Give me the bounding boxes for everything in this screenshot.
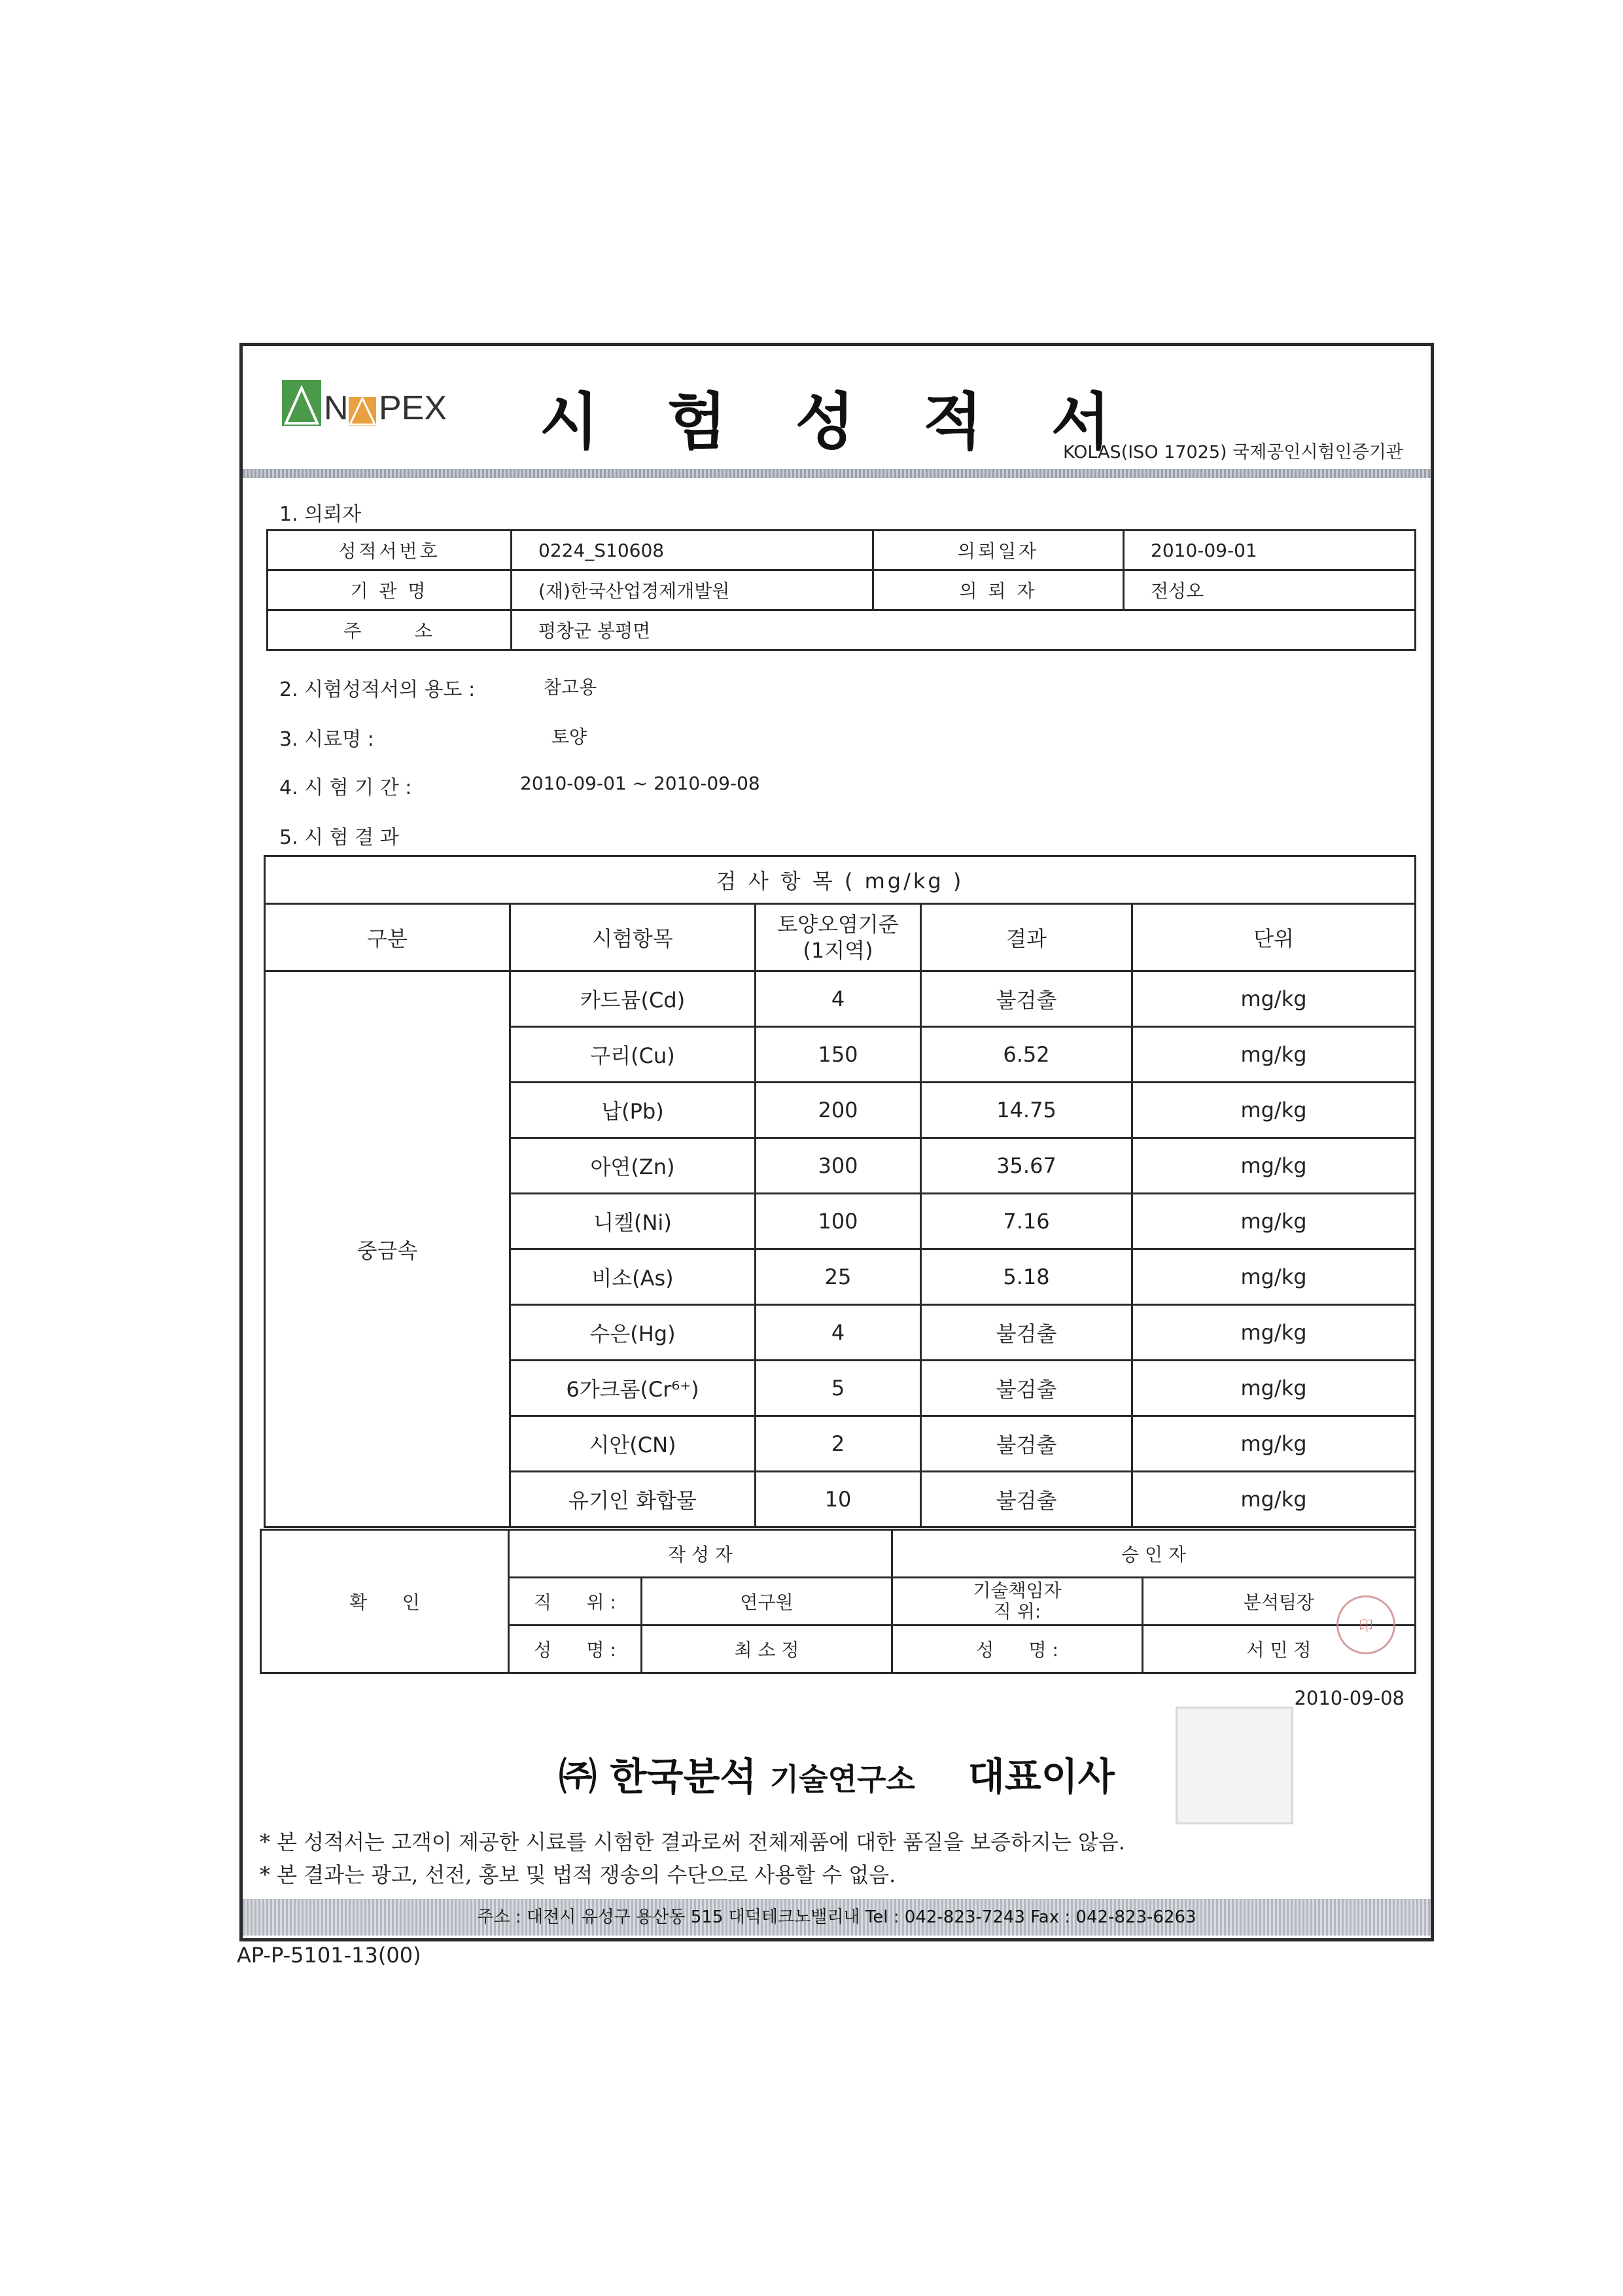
cert-number-label: 성적서번호 bbox=[268, 531, 512, 570]
item-cell: 6가크롬(Cr⁶⁺) bbox=[510, 1361, 756, 1416]
result-cell: 6.52 bbox=[921, 1027, 1132, 1083]
request-date-value: 2010-09-01 bbox=[1124, 531, 1416, 570]
approver-name-label: 성 명 : bbox=[892, 1626, 1143, 1673]
section-1-heading: 1. 의뢰자 bbox=[279, 503, 362, 526]
standard-cell: 4 bbox=[756, 1305, 921, 1361]
item-cell: 아연(Zn) bbox=[510, 1138, 756, 1194]
unit-cell: mg/kg bbox=[1132, 1027, 1416, 1083]
unit-cell: mg/kg bbox=[1132, 1472, 1416, 1527]
results-caption: 검 사 항 목 ( mg/kg ) bbox=[265, 856, 1416, 904]
organization-label: 기 관 명 bbox=[268, 570, 512, 610]
approver-position-value: 분석팀장 bbox=[1143, 1578, 1416, 1626]
document-title: 시 험 성 적 서 bbox=[539, 387, 1134, 458]
item-cell: 구리(Cu) bbox=[510, 1027, 756, 1083]
standard-cell: 200 bbox=[756, 1083, 921, 1138]
item-cell: 니켈(Ni) bbox=[510, 1194, 756, 1249]
standard-cell: 300 bbox=[756, 1138, 921, 1194]
section-3-heading: 3. 시료명 : bbox=[279, 728, 374, 751]
result-cell: 불검출 bbox=[921, 1305, 1132, 1361]
table-row bbox=[268, 570, 1416, 610]
standard-cell: 2 bbox=[756, 1416, 921, 1472]
result-cell: 14.75 bbox=[921, 1083, 1132, 1138]
author-position-value: 연구원 bbox=[642, 1578, 892, 1626]
confirmation-table bbox=[260, 1529, 1416, 1674]
purpose-value: 참고용 bbox=[544, 676, 597, 698]
unit-cell: mg/kg bbox=[1132, 1249, 1416, 1305]
item-cell: 시안(CN) bbox=[510, 1416, 756, 1472]
confirm-label: 확 인 bbox=[261, 1530, 509, 1673]
unit-cell: mg/kg bbox=[1132, 971, 1416, 1027]
company-mark: ㈜ bbox=[559, 1754, 597, 1799]
footer-address: 주소 : 대전시 유성구 용산동 515 대덕테크노밸리내 Tel : 042-823-7243 Fax : 042-823-6263 bbox=[243, 1899, 1431, 1936]
result-cell: 7.16 bbox=[921, 1194, 1132, 1249]
result-cell: 불검출 bbox=[921, 1416, 1132, 1472]
unit-cell: mg/kg bbox=[1132, 1361, 1416, 1416]
unit-cell: mg/kg bbox=[1132, 1416, 1416, 1472]
item-cell: 납(Pb) bbox=[510, 1083, 756, 1138]
table-row bbox=[261, 1530, 1416, 1578]
approver-position-label: 기술책임자 직 위: bbox=[892, 1578, 1143, 1626]
table-row bbox=[265, 971, 1416, 1027]
section-2-heading: 2. 시험성적서의 용도 : bbox=[279, 678, 476, 701]
item-cell: 비소(As) bbox=[510, 1249, 756, 1305]
unit-cell: mg/kg bbox=[1132, 1138, 1416, 1194]
unit-cell: mg/kg bbox=[1132, 1305, 1416, 1361]
item-cell: 카드뮴(Cd) bbox=[510, 971, 756, 1027]
results-table bbox=[264, 855, 1416, 1528]
table-row bbox=[268, 531, 1416, 570]
author-name-value: 최 소 정 bbox=[642, 1626, 892, 1673]
col-header-item: 시험항목 bbox=[510, 904, 756, 971]
test-period-value: 2010-09-01 ~ 2010-09-08 bbox=[520, 773, 760, 794]
standard-cell: 100 bbox=[756, 1194, 921, 1249]
section-4-heading: 4. 시 험 기 간 : bbox=[279, 776, 412, 799]
organization-value: (재)한국산업경제개발원 bbox=[512, 570, 873, 610]
section-5-heading: 5. 시 험 결 과 bbox=[279, 826, 399, 849]
table-row bbox=[265, 856, 1416, 904]
svg-text:N: N bbox=[324, 389, 349, 427]
accreditation-label: KOLAS(ISO 17025) 국제공인시험인증기관 bbox=[1062, 442, 1403, 462]
col-header-category: 구분 bbox=[265, 904, 510, 971]
header-band bbox=[243, 469, 1431, 478]
requester-value: 전성오 bbox=[1124, 570, 1416, 610]
item-cell: 수은(Hg) bbox=[510, 1305, 756, 1361]
unit-cell: mg/kg bbox=[1132, 1194, 1416, 1249]
form-code: AP-P-5101-13(00) bbox=[237, 1943, 421, 1968]
result-cell: 불검출 bbox=[921, 1361, 1132, 1416]
cert-number-value: 0224_S10608 bbox=[512, 531, 873, 570]
category-cell: 중금속 bbox=[265, 971, 510, 1527]
standard-cell: 4 bbox=[756, 971, 921, 1027]
company-signature bbox=[243, 1746, 1431, 1801]
result-cell: 불검출 bbox=[921, 1472, 1132, 1527]
table-row bbox=[268, 610, 1416, 650]
request-date-label: 의뢰일자 bbox=[873, 531, 1124, 570]
col-header-result: 결과 bbox=[921, 904, 1132, 971]
result-cell: 35.67 bbox=[921, 1138, 1132, 1194]
certificate-frame bbox=[239, 343, 1434, 1941]
disclaimer-note: * 본 성적서는 고객이 제공한 시료를 시험한 결과로써 전체제품에 대한 품질을 보증하지는 않음. bbox=[260, 1830, 1125, 1854]
author-header: 작 성 자 bbox=[509, 1530, 892, 1578]
company-ceo: 대표이사 bbox=[968, 1754, 1115, 1799]
result-cell: 5.18 bbox=[921, 1249, 1132, 1305]
col-header-unit: 단위 bbox=[1132, 904, 1416, 971]
sample-name-value: 토양 bbox=[551, 726, 587, 748]
address-label: 주 소 bbox=[268, 610, 512, 650]
approver-seal-stamp: 印 bbox=[1336, 1595, 1395, 1654]
approver-header: 승 인 자 bbox=[892, 1530, 1416, 1578]
address-value: 평창군 봉평면 bbox=[512, 610, 1416, 650]
disclaimer-note: * 본 결과는 광고, 선전, 홍보 및 법적 쟁송의 수단으로 사용할 수 없음. bbox=[260, 1862, 896, 1887]
standard-cell: 150 bbox=[756, 1027, 921, 1083]
standard-cell: 5 bbox=[756, 1361, 921, 1416]
author-position-label: 직 위 : bbox=[509, 1578, 642, 1626]
approver-name-value: 서 민 정 bbox=[1143, 1626, 1416, 1673]
col-header-standard: 토양오염기준 (1지역) bbox=[756, 904, 921, 971]
company-name: 한국분석 bbox=[610, 1754, 757, 1799]
result-cell: 불검출 bbox=[921, 971, 1132, 1027]
author-name-label: 성 명 : bbox=[509, 1626, 642, 1673]
issue-date: 2010-09-08 bbox=[1294, 1687, 1405, 1709]
standard-cell: 10 bbox=[756, 1472, 921, 1527]
item-cell: 유기인 화합물 bbox=[510, 1472, 756, 1527]
svg-text:PEX: PEX bbox=[379, 389, 447, 427]
table-header-row bbox=[265, 904, 1416, 971]
requester-table bbox=[266, 529, 1416, 651]
company-sub: 기술연구소 bbox=[769, 1762, 915, 1797]
standard-cell: 25 bbox=[756, 1249, 921, 1305]
unit-cell: mg/kg bbox=[1132, 1083, 1416, 1138]
requester-label: 의 뢰 자 bbox=[873, 570, 1124, 610]
